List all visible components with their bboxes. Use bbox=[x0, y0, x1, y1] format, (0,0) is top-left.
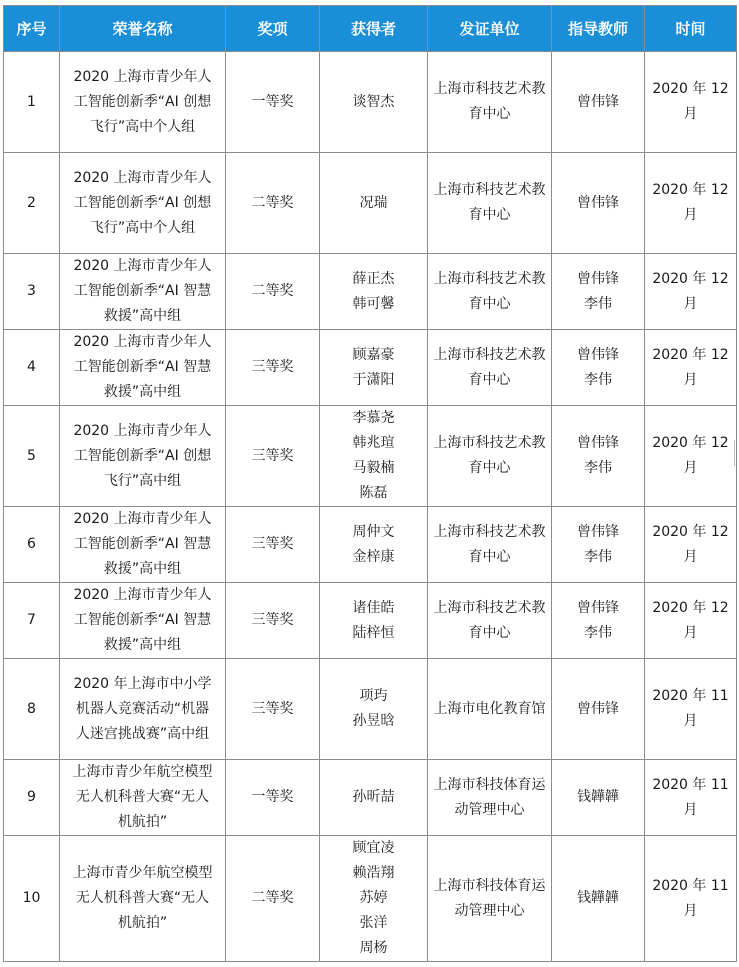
cell-honor: 2020 上海市青少年人工智能创新季“AI 智慧救援”高中组 bbox=[60, 583, 226, 659]
cell-teacher: 曾伟锋 李伟 bbox=[552, 583, 645, 659]
table-row bbox=[4, 760, 737, 836]
cell-award: 三等奖 bbox=[226, 330, 320, 406]
cell-time: 2020 年 12 月 bbox=[645, 583, 737, 659]
cell-teacher: 钱韡韡 bbox=[552, 760, 645, 836]
header-honor: 荣誉名称 bbox=[60, 6, 226, 52]
cell-time: 2020 年 11 月 bbox=[645, 659, 737, 760]
cell-award: 一等奖 bbox=[226, 52, 320, 153]
header-row bbox=[4, 6, 737, 52]
cell-no: 7 bbox=[4, 583, 60, 659]
cell-time: 2020 年 12 月 bbox=[645, 330, 737, 406]
cell-no: 4 bbox=[4, 330, 60, 406]
cell-honor: 上海市青少年航空模型无人机科普大赛“无人机航拍” bbox=[60, 760, 226, 836]
cell-no: 9 bbox=[4, 760, 60, 836]
cell-no: 3 bbox=[4, 254, 60, 330]
cell-time: 2020 年 12 月 bbox=[645, 406, 737, 507]
table-row bbox=[4, 330, 737, 406]
cell-teacher: 曾伟锋 bbox=[552, 153, 645, 254]
cell-time: 2020 年 11 月 bbox=[645, 836, 737, 962]
cell-honor: 2020 上海市青少年人工智能创新季“AI 创想飞行”高中个人组 bbox=[60, 153, 226, 254]
header-award: 奖项 bbox=[226, 6, 320, 52]
cell-award: 二等奖 bbox=[226, 254, 320, 330]
cell-winner: 周仲文 金梓康 bbox=[320, 507, 428, 583]
cell-time: 2020 年 11 月 bbox=[645, 760, 737, 836]
edge-marker bbox=[734, 440, 739, 466]
cell-time: 2020 年 12 月 bbox=[645, 254, 737, 330]
cell-winner: 项玙 孙昱晗 bbox=[320, 659, 428, 760]
cell-issuer: 上海市科技艺术教育中心 bbox=[428, 153, 552, 254]
cell-issuer: 上海市科技艺术教育中心 bbox=[428, 406, 552, 507]
cell-award: 三等奖 bbox=[226, 583, 320, 659]
cell-teacher: 曾伟锋 李伟 bbox=[552, 507, 645, 583]
cell-teacher: 曾伟锋 bbox=[552, 659, 645, 760]
header-time: 时间 bbox=[645, 6, 737, 52]
cell-no: 1 bbox=[4, 52, 60, 153]
cell-winner: 谈智杰 bbox=[320, 52, 428, 153]
table-row bbox=[4, 507, 737, 583]
cell-teacher: 曾伟锋 李伟 bbox=[552, 254, 645, 330]
cell-honor: 上海市青少年航空模型无人机科普大赛“无人机航拍” bbox=[60, 836, 226, 962]
cell-award: 二等奖 bbox=[226, 153, 320, 254]
cell-issuer: 上海市科技艺术教育中心 bbox=[428, 583, 552, 659]
cell-no: 5 bbox=[4, 406, 60, 507]
cell-award: 三等奖 bbox=[226, 406, 320, 507]
cell-winner: 诸佳皓 陆梓恒 bbox=[320, 583, 428, 659]
cell-teacher: 曾伟锋 李伟 bbox=[552, 330, 645, 406]
cell-issuer: 上海市科技艺术教育中心 bbox=[428, 52, 552, 153]
table-row bbox=[4, 659, 737, 760]
table-row bbox=[4, 153, 737, 254]
cell-issuer: 上海市科技体育运动管理中心 bbox=[428, 760, 552, 836]
cell-no: 2 bbox=[4, 153, 60, 254]
table-row bbox=[4, 52, 737, 153]
cell-no: 10 bbox=[4, 836, 60, 962]
cell-teacher: 曾伟锋 李伟 bbox=[552, 406, 645, 507]
cell-winner: 顾宜凌 赖浩翔 苏婷 张洋 周杨 bbox=[320, 836, 428, 962]
table-row bbox=[4, 836, 737, 962]
cell-honor: 2020 上海市青少年人工智能创新季“AI 创想飞行”高中组 bbox=[60, 406, 226, 507]
table-row bbox=[4, 254, 737, 330]
header-no: 序号 bbox=[4, 6, 60, 52]
cell-award: 一等奖 bbox=[226, 760, 320, 836]
cell-honor: 2020 上海市青少年人工智能创新季“AI 创想飞行”高中个人组 bbox=[60, 52, 226, 153]
cell-time: 2020 年 12 月 bbox=[645, 507, 737, 583]
cell-award: 二等奖 bbox=[226, 836, 320, 962]
cell-no: 6 bbox=[4, 507, 60, 583]
cell-winner: 李慕尧 韩兆瑄 马毅楠 陈磊 bbox=[320, 406, 428, 507]
cell-winner: 薛正杰 韩可馨 bbox=[320, 254, 428, 330]
cell-issuer: 上海市科技艺术教育中心 bbox=[428, 254, 552, 330]
cell-honor: 2020 上海市青少年人工智能创新季“AI 智慧救援”高中组 bbox=[60, 330, 226, 406]
cell-issuer: 上海市科技艺术教育中心 bbox=[428, 507, 552, 583]
cell-time: 2020 年 12 月 bbox=[645, 153, 737, 254]
cell-winner: 顾嘉豪 于潇阳 bbox=[320, 330, 428, 406]
cell-winner: 况瑞 bbox=[320, 153, 428, 254]
header-winner: 获得者 bbox=[320, 6, 428, 52]
cell-no: 8 bbox=[4, 659, 60, 760]
cell-honor: 2020 年上海市中小学机器人竞赛活动“机器人迷宫挑战赛”高中组 bbox=[60, 659, 226, 760]
cell-winner: 孙昕喆 bbox=[320, 760, 428, 836]
cell-time: 2020 年 12 月 bbox=[645, 52, 737, 153]
cell-honor: 2020 上海市青少年人工智能创新季“AI 智慧救援”高中组 bbox=[60, 254, 226, 330]
cell-issuer: 上海市科技体育运动管理中心 bbox=[428, 836, 552, 962]
header-issuer: 发证单位 bbox=[428, 6, 552, 52]
cell-issuer: 上海市科技艺术教育中心 bbox=[428, 330, 552, 406]
table-row bbox=[4, 583, 737, 659]
table-row bbox=[4, 406, 737, 507]
cell-award: 三等奖 bbox=[226, 659, 320, 760]
awards-table bbox=[3, 5, 737, 962]
cell-teacher: 曾伟锋 bbox=[552, 52, 645, 153]
cell-teacher: 钱韡韡 bbox=[552, 836, 645, 962]
cell-award: 三等奖 bbox=[226, 507, 320, 583]
cell-issuer: 上海市电化教育馆 bbox=[428, 659, 552, 760]
cell-honor: 2020 上海市青少年人工智能创新季“AI 智慧救援”高中组 bbox=[60, 507, 226, 583]
header-teacher: 指导教师 bbox=[552, 6, 645, 52]
